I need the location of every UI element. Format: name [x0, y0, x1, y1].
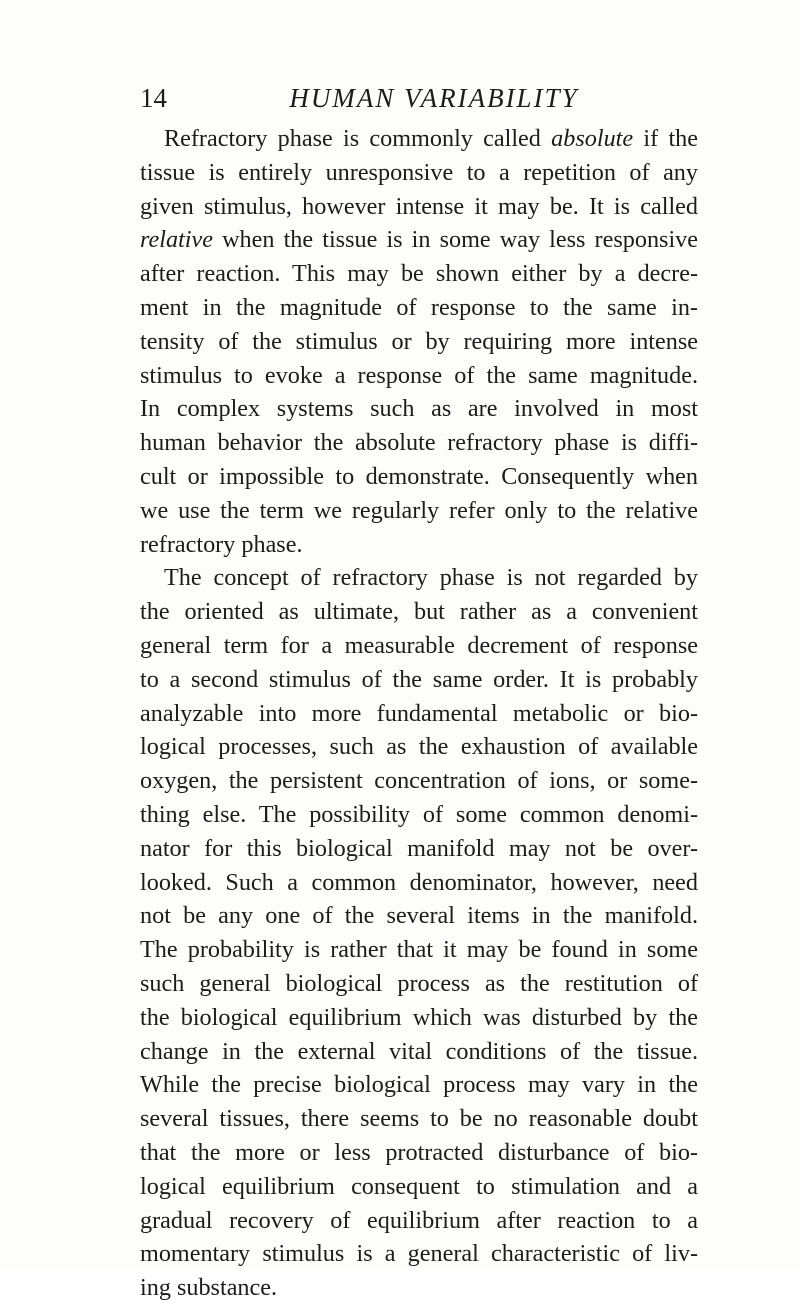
- text-line: relative when the tissue is in some way less responsive: [140, 226, 699, 254]
- text-line: In complex systems such as are involved in most: [140, 395, 698, 423]
- text-line: not be any one of the several items in the manifold.: [140, 902, 698, 930]
- body-text: [140, 122, 698, 1305]
- text-line: to a second stimulus of the same order. It is probably: [140, 665, 698, 693]
- text-line: tissue is entirely unresponsive to a repetition of any: [140, 158, 698, 186]
- text-line: human behavior the absolute refractory phase is diffi-: [140, 429, 698, 457]
- text-line: stimulus to evoke a response of the same magnitude.: [140, 361, 698, 389]
- text-line: the biological equilibrium which was disturbed by the: [140, 1003, 698, 1031]
- text-line: oxygen, the persistent concentration of ions, or some-: [140, 767, 698, 795]
- text-line: ment in the magnitude of response to the same in-: [140, 293, 698, 321]
- text-line: nator for this biological manifold may not be over-: [140, 834, 698, 862]
- text-line: The probability is rather that it may be found in some: [140, 936, 698, 964]
- text-line: such general biological process as the restitution of: [140, 969, 698, 997]
- text-line: ing substance.: [140, 1274, 278, 1302]
- text-line: logical equilibrium consequent to stimulation and a: [140, 1172, 698, 1200]
- text-line: we use the term we regularly refer only to the relative: [140, 496, 698, 524]
- text-line: The concept of refractory phase is not regarded by: [164, 564, 698, 592]
- text-line: gradual recovery of equilibrium after reaction to a: [140, 1206, 698, 1234]
- text-line: the oriented as ultimate, but rather as a convenient: [140, 598, 698, 626]
- text-line: given stimulus, however intense it may be. It is called: [140, 192, 698, 220]
- text-line: that the more or less protracted disturbance of bio-: [140, 1138, 698, 1166]
- text-line: analyzable into more fundamental metabolic or bio-: [140, 699, 698, 727]
- text-line: several tissues, there seems to be no reasonable doubt: [140, 1105, 698, 1133]
- running-title: HUMAN VARIABILITY: [289, 83, 579, 113]
- italic-term: relative: [140, 226, 213, 254]
- text-line: thing else. The possibility of some common denomi-: [140, 800, 698, 828]
- text-line: tensity of the stimulus or by requiring more intense: [140, 327, 698, 355]
- text-line: general term for a measurable decrement of response: [140, 631, 698, 659]
- text-line: momentary stimulus is a general characteristic of liv-: [140, 1240, 698, 1268]
- text-line: Refractory phase is commonly called absolute if the: [164, 125, 699, 152]
- text-line: cult or impossible to demonstrate. Consequently when: [140, 462, 698, 490]
- text-line: looked. Such a common denominator, however, need: [140, 868, 698, 896]
- text-line: While the precise biological process may vary in the: [140, 1071, 698, 1099]
- text-line: logical processes, such as the exhaustion of available: [140, 733, 698, 761]
- text-line: after reaction. This may be shown either by a decre-: [140, 260, 698, 288]
- running-head: [140, 80, 698, 116]
- text-line: refractory phase.: [140, 530, 303, 558]
- italic-term: absolute: [551, 125, 634, 152]
- text-line: change in the external vital conditions of the tissue.: [140, 1037, 698, 1065]
- page-number: 14: [140, 83, 167, 113]
